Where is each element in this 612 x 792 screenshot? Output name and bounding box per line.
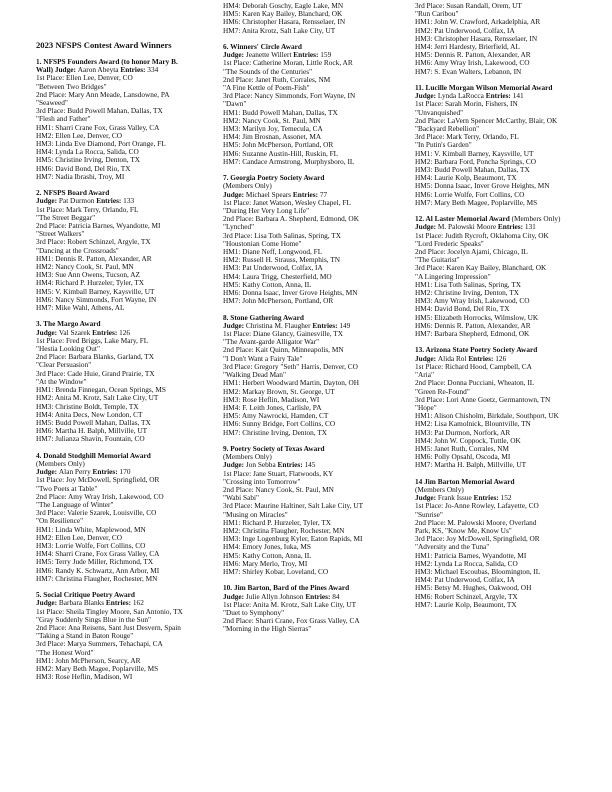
entry-line: HM7: Mary Beth Magee, Poplarville, MS — [415, 197, 538, 207]
entry-line: HM5: Kathy Cotton, Anna, IL — [223, 550, 312, 560]
entry-line: HM2: Anita M. Krotz, Salt Lake City, UT — [36, 393, 159, 403]
entry-line: HM6: David Bond, Del Rio, TX — [36, 163, 131, 173]
entry-line: HM2: Christina Flaugher, Rochester, MN — [223, 525, 345, 535]
entry-line: HM1: John W. Crawford, Arkadelphia, AR — [415, 17, 541, 27]
entry-line: HM4: F. Leith Jones, Carlisle, PA — [223, 402, 322, 412]
text-segment: (Members Only) — [509, 214, 561, 224]
bold-segment: Entries: — [92, 467, 120, 477]
bold-segment: Entries: — [293, 50, 321, 60]
entry-line: HM5: Karen Kay Bailey, Blanchard, OK — [223, 9, 343, 19]
text-segment: 126 — [119, 327, 131, 337]
entry-line: "Taking a Stand in Baton Rouge" — [36, 631, 134, 641]
entry-line: 1st Place: Anita M. Krotz, Salt Lake City, UT — [223, 599, 357, 609]
award-section — [223, 314, 413, 437]
entry-line: HM5: Donna Isaac, Inver Grove Heights, MN — [415, 181, 550, 191]
entry-line: 2nd Place: Mary Ann Meade, Lansdowne, PA — [36, 89, 170, 99]
entry-line: "During Her Very Long Life" — [223, 206, 310, 216]
entry-line: 2nd Place: Jocelyn Ajami, Chicago, IL — [415, 247, 528, 257]
entry-line: "On Resilience" — [36, 516, 84, 526]
entry-line: 2nd Place: Ana Reisens, Sant Just Desvern, Spain — [36, 622, 181, 632]
award-section — [36, 452, 218, 583]
entry-line: "Dawn" — [223, 99, 247, 109]
text-segment: Aaron Abeyta — [77, 65, 121, 75]
entry-line: "Aria" — [415, 370, 434, 380]
entry-line: HM1: Patricia Barnes, Wyandotte, MI — [415, 550, 527, 560]
entry-line: HM7: Martha H. Balph, Millville, UT — [415, 460, 527, 470]
bold-segment: Entries: — [305, 591, 333, 601]
bold-segment: Judge: — [223, 320, 246, 330]
entry-line: HM1: Diane Neff, Longwood, FL — [223, 247, 323, 257]
entry-line: (Members Only) — [415, 484, 464, 494]
entry-line: HM4: Sharri Crane, Fox Grass Valley, CA — [36, 549, 160, 559]
entry-line: HM5: Budd Powell Mahan, Dallas, TX — [36, 417, 151, 427]
entry-line: HM3: Budd Powell Mahan, Dallas, TX — [415, 165, 530, 175]
entry-line: "Gray Suddenly Sings Blue in the Sun" — [36, 614, 152, 624]
entry-line: HM3: Pat Underwood, Colfax, IA — [223, 263, 323, 273]
entry-line: 1st Place: Mark Terry, Orlando, FL — [36, 204, 139, 214]
entry-line: HM6: Nancy Simmonds, Fort Wayne, IN — [36, 294, 157, 304]
bold-segment: 5. Social Critique Poetry Award — [36, 590, 135, 600]
bold-segment: Judge: — [223, 460, 246, 470]
entry-line: HM7: Laurie Kolp, Beaumont, TX — [415, 599, 517, 609]
entry-line: 1st Place: Ellen Lee, Denver, CO — [36, 73, 133, 83]
entry-line: 3rd Place: Budd Powell Mahan, Dallas, TX — [36, 106, 163, 116]
text-segment: 162 — [132, 598, 144, 608]
entry-line: HM6: Randy K. Schwartz, Ann Arbor, MI — [36, 565, 160, 575]
entry-line: 2nd Place: Nancy Cook, St. Paul, MN — [223, 484, 334, 494]
entry-line: "Between Two Bridges" — [36, 81, 107, 91]
text-segment: Pat Durmon — [58, 196, 97, 206]
entry-line: HM7: Anita Krotz, Salt Lake City, UT — [223, 25, 336, 35]
entry-line: "Clear Persuasion" — [36, 360, 92, 370]
award-section — [36, 189, 218, 312]
entry-line: HM6: Dennis R. Patton, Alexander, AR — [415, 320, 531, 330]
entry-line: HM7: Shirley Kobar, Loveland, CO — [223, 566, 329, 576]
entry-line: HM2: Nancy Cook, St. Paul, MN — [223, 115, 321, 125]
bold-segment: Judge: — [415, 91, 438, 101]
entry-line: "I Don't Want a Fairy Tale" — [223, 353, 303, 363]
entry-line: 3rd Place: Joy McDowell, Springfield, OR — [415, 534, 540, 544]
entry-line: 2nd Place: Barbara Blanks, Garland, TX — [36, 352, 155, 362]
bold-segment: Judge: — [415, 222, 438, 232]
bold-segment: Entries: — [292, 189, 320, 199]
bold-segment: 12. Al Laster Memorial Award — [415, 214, 510, 224]
text-segment: 145 — [304, 460, 316, 470]
entry-line: HM5: Dennis R. Patton, Alexander, AR — [415, 50, 531, 60]
entry-line: "Dancing at the Crossroads" — [36, 245, 119, 255]
entry-line: HM2: Ellen Lee, Denver, CO — [36, 130, 123, 140]
award-section — [223, 584, 413, 633]
text-segment: Val Szarek — [58, 327, 93, 337]
entry-line: HM1: Lisa Toth Salinas, Spring, TX — [415, 279, 522, 289]
entry-line: 3rd Place: Maurine Haltiner, Salt Lake City, UT — [223, 501, 364, 511]
text-segment: 149 — [339, 320, 351, 330]
entry-line: HM4: Jim Brosnan, Assonet, MA — [223, 132, 322, 142]
bold-segment: 10. Jim Barton, Bard of the Pines Award — [223, 583, 350, 593]
award-section — [415, 2, 607, 76]
entry-line: HM2: Christine Irving, Denton, TX — [415, 288, 520, 298]
entry-line: HM2: Ellen Lee, Denver, CO — [36, 532, 123, 542]
text-segment: 77 — [319, 189, 328, 199]
entry-line: "Flesh and Father" — [36, 114, 91, 124]
entry-line: 2nd Place: Patricia Barnes, Wyandotte, MI — [36, 221, 161, 231]
entry-line: HM1: Alison Chisholm, Birkdale, Southport, UK — [415, 411, 559, 421]
entry-line: HM1: John McPherson, Searcy, AR — [36, 655, 141, 665]
award-section — [223, 43, 413, 166]
entry-line: HM3: Rose Heflin, Madison, WI — [36, 672, 133, 682]
award-section — [415, 478, 607, 609]
award-section — [223, 445, 413, 576]
entry-line: 3rd Place: Lisa Toth Salinas, Spring, TX — [223, 230, 341, 240]
bold-segment: 13. Arizona State Poetry Society Award — [415, 345, 538, 355]
entry-line: HM5: Terry Jude Miller, Richmond, TX — [36, 557, 154, 567]
entry-line: 1st Place: Jane Stuart, Flatwoods, KY — [223, 468, 334, 478]
bold-segment: 11. Lucille Morgan Wilson Memorial Award — [415, 83, 553, 93]
bold-segment: 6. Winners' Circle Award — [223, 42, 302, 51]
entry-line: HM4: Laurie Kolp, Beaumont, TX — [415, 173, 517, 183]
text-segment: Frank Issue — [437, 493, 474, 503]
entry-line: HM2: Markay Brown, St. George, UT — [223, 386, 335, 396]
entry-line: HM2: Barbara Ford, Poncha Springs, CO — [415, 156, 536, 166]
entry-line: HM1: Sharri Crane Fox, Grass Valley, CA — [36, 122, 160, 132]
entry-line: HM6: Christopher Hasara, Rensselaer, IN — [223, 17, 346, 27]
entry-line: HM1: Budd Powell Mahan, Dallas, TX — [223, 107, 338, 117]
bold-segment: Judge: — [223, 591, 246, 601]
entry-line: 1st Place: Richard Hood, Campbell, CA — [415, 361, 532, 371]
entry-line: HM5: Kathy Cotton, Anna, IL — [223, 279, 312, 289]
bold-segment: 3. The Margo Award — [36, 319, 101, 329]
entry-line: 3rd Place: Cade Huie, Grand Prairie, TX — [36, 368, 155, 378]
text-segment: 159 — [320, 50, 332, 60]
entry-line: HM3: Christopher Hasara, Rensselaer, IN — [415, 33, 538, 43]
entry-line: HM7: Barbara Shepherd, Edmond, OK — [415, 329, 530, 339]
entry-line: 3rd Place: Lori Anne Goetz, Germantown, TN — [415, 394, 551, 404]
entry-line: (Members Only) — [223, 452, 272, 462]
bold-segment: Judge: — [36, 196, 59, 206]
entry-line: HM2: Lynda La Rocca, Salida, CO — [415, 558, 518, 568]
entry-line: "Sunrise" — [415, 509, 443, 519]
bold-segment: Judge: — [36, 327, 59, 337]
bold-segment: Entries: — [105, 598, 133, 608]
bold-segment: Entries: — [120, 65, 148, 75]
bold-segment: Entries: — [92, 327, 120, 337]
entry-line: HM3: Christine Boldt, Temple, TX — [36, 401, 139, 411]
award-section — [36, 58, 218, 181]
entry-line: "A Fine Kettle of Poem-Fish" — [223, 83, 310, 93]
entry-line: 3rd Place: Nancy Simmonds, Fort Wayne, IN — [223, 91, 356, 101]
entry-line: 3rd Place: Mark Terry, Orlando, FL — [415, 132, 519, 142]
entry-line: 2nd Place: LaVern Spencer McCarthy, Blair, OK — [415, 115, 558, 125]
text-segment: 84 — [332, 591, 340, 601]
award-section — [223, 174, 413, 305]
entry-line: HM6: Suzanne Austin-Hill, Ruskin, FL — [223, 148, 339, 158]
bold-segment: Judge: — [415, 493, 438, 503]
entry-line: "Crossing into Tomorrow" — [223, 476, 301, 486]
entry-line: HM1: Richard P. Hurzeler, Tyler, TX — [223, 517, 332, 527]
entry-line: "Duet to Symphony" — [223, 607, 285, 617]
bold-segment: 7. Georgia Poetry Society Award — [223, 173, 325, 183]
entry-line: HM7: Christine Irving, Denton, TX — [223, 427, 328, 437]
entry-line: HM5: Amy Nawrocki, Hamden, CT — [223, 411, 329, 421]
text-segment: Alida Rol — [437, 353, 469, 363]
bold-segment: Entries: — [485, 91, 513, 101]
entry-line: 1st Place: Sheila Tingley Moore, San Antonio, TX — [36, 606, 183, 616]
entry-line: HM4: Deborah Goschy, Eagle Lake, MN — [223, 1, 344, 10]
entry-line: HM2: Lisa Kamolnick, Blountville, TN — [415, 419, 531, 429]
text-segment: Alan Perry — [58, 467, 93, 477]
entry-line: (Members Only) — [36, 458, 85, 468]
entry-line: HM4: Lynda La Rocca, Salida, CO — [36, 147, 139, 157]
entry-line: HM5: Elizabeth Horrocks, Wilmslow, UK — [415, 312, 539, 322]
award-section — [415, 346, 607, 469]
entry-line: "The Sounds of the Centuries" — [223, 66, 313, 76]
entry-line: HM6: Polly Opsahl, Oscoda, MI — [415, 452, 511, 462]
text-segment: 126 — [495, 353, 507, 363]
entry-line: HM7: Christina Flaugher, Rochester, MN — [36, 573, 158, 583]
bold-segment: 1. NFSPS Founders Award (to honor Mary B. — [36, 57, 178, 66]
entry-line: HM3: Michael Escoubas, Bloomington, IL — [415, 566, 541, 576]
entry-line: HM4: Richard P. Hurzeler, Tyler, TX — [36, 278, 145, 288]
column-2 — [223, 2, 413, 634]
entry-line: "The Street Beggar" — [36, 212, 96, 222]
entry-line: HM5: John McPherson, Portland, OR — [223, 140, 334, 150]
entry-line: HM3: Inge Logenburg Kyler, Eaton Rapids, MI — [223, 534, 363, 544]
entry-line: "Lynched" — [223, 222, 255, 232]
entry-line: "The Honest Word" — [36, 647, 94, 657]
entry-line: "The Language of Winter" — [36, 499, 114, 509]
entry-line: HM2: Russell H. Strauss, Memphis, TN — [223, 255, 341, 265]
entry-line: HM1: Herbert Woodward Martin, Dayton, OH — [223, 378, 360, 388]
entry-line: HM6: Lorrie Wolfe, Fort Collins, CO — [415, 189, 525, 199]
bold-segment: 2. NFSPS Board Award — [36, 188, 110, 198]
entry-line: "Walking Dead Man" — [223, 370, 286, 380]
bold-segment: 8. Stone Gathering Award — [223, 312, 304, 322]
entry-line: HM3: Linda Eve Diamond, Port Orange, FL — [36, 139, 166, 149]
entry-line: "Hope" — [415, 402, 437, 412]
entry-line: HM7: Mike Wahl, Athens, AL — [36, 303, 125, 313]
entry-line: HM6: Robert Schinzel, Argyle, TX — [415, 591, 518, 601]
entry-line: HM7: S. Evan Walters, Lebanon, IN — [415, 66, 522, 76]
entry-line: HM2: Mary Beth Magee, Poplarville, MS — [36, 663, 159, 673]
award-section — [223, 2, 413, 35]
entry-line: 1st Place: Judith Rycroft, Oklahoma City, OK — [415, 230, 549, 240]
entry-line: 2nd Place: Kait Quinn, Minneapolis, MN — [223, 345, 344, 355]
entry-line: HM2: Nancy Cook, St. Paul, MN — [36, 262, 134, 272]
entry-line: 1st Place: Jo-Anne Rowley, Lafayette, CO — [415, 501, 539, 511]
entry-line: HM4: Anita Decs, New London, CT — [36, 409, 143, 419]
entry-line: 3rd Place: Robert Schinzel, Argyle, TX — [36, 237, 151, 247]
text-segment: 334 — [147, 65, 159, 75]
entry-line: HM4: Pat Underwood, Colfax, IA — [415, 575, 515, 585]
entry-line: "In Putin's Garden" — [415, 140, 472, 150]
bold-segment: Judge: — [36, 467, 59, 477]
text-segment: Julie Allyn Johnson — [245, 591, 306, 601]
award-section — [36, 320, 218, 443]
entry-line: 1st Place: Sarah Morin, Fishers, IN — [415, 99, 518, 109]
award-section — [36, 591, 218, 681]
entry-line: HM3: Lorrie Wolfe, Fort Collins, CO — [36, 540, 146, 550]
entry-line: "The Avant-garde Alligator War" — [223, 337, 320, 347]
entry-line: HM1: Linda White, Maplewood, MN — [36, 524, 146, 534]
text-segment: 141 — [512, 91, 524, 101]
entry-line: HM7: John McPherson, Portland, OR — [223, 296, 334, 306]
entry-line: "Run Caribou" — [415, 9, 459, 19]
entry-line: 1st Place: Janet Watson, Wesley Chapel, FL — [223, 197, 351, 207]
column-1 — [36, 40, 218, 681]
entry-line: 2nd Place: Donna Pucciani, Wheaton, IL — [415, 378, 535, 388]
entry-line: 2nd Place: Sharri Crane, Fox Grass Valley, CA — [223, 616, 360, 626]
entry-line: "Wabi Sabi" — [223, 493, 259, 503]
entry-line: 1st Place: Catherine Moran, Little Rock, AR — [223, 58, 353, 68]
text-segment: 152 — [500, 493, 512, 503]
entry-line: "Musing on Miracles" — [223, 509, 288, 519]
entry-line: 3rd Place: Karen Kay Bailey, Blanchard, OK — [415, 263, 547, 273]
entry-line: 1st Place: Joy McDowell, Springfield, OR — [36, 475, 160, 485]
bold-segment: Entries: — [96, 196, 124, 206]
entry-line: HM7: Candace Armstrong, Murphysboro, IL — [223, 156, 355, 166]
bold-segment: Judge: — [223, 189, 246, 199]
entry-line: HM3: Rose Heflin, Madison, WI — [223, 394, 320, 404]
entry-line: HM4: Laura Trigg, Chesterfield, MO — [223, 271, 332, 281]
entry-line: HM2: Pat Underwood, Colfax, IA — [415, 25, 515, 35]
entry-line: "Adversity and the Tuna" — [415, 542, 490, 552]
entry-line: HM4: David Bond, Del Rio, TX — [415, 304, 510, 314]
text-segment: Christina M. Flaugher — [245, 320, 313, 330]
entry-line: HM6: Martha H. Balph, Millville, UT — [36, 426, 148, 436]
column-3 — [415, 2, 607, 609]
bold-segment: Entries: — [473, 493, 501, 503]
text-segment: 133 — [123, 196, 135, 206]
entry-line: HM3: Pat Durmon, Norfork, AR — [415, 427, 511, 437]
entry-line: "Lord Frederic Speaks" — [415, 238, 484, 248]
bold-segment: Judge: — [415, 353, 438, 363]
award-section — [415, 215, 607, 338]
bold-segment: Judge: — [223, 50, 246, 60]
entry-line: HM5: Christine Irving, Denton, TX — [36, 155, 141, 165]
entry-line: 2nd Place: Amy Wray Irish, Lakewood, CO — [36, 491, 164, 501]
text-segment: M. Palowski Moore — [437, 222, 498, 232]
document-title: 2023 NFSPS Contest Award Winners — [36, 40, 172, 50]
text-segment: Barbara Blanks — [58, 598, 106, 608]
entry-line: (Members Only) — [223, 181, 272, 191]
entry-line: HM6: Sunny Bridge, Fort Collins, CO — [223, 419, 336, 429]
entry-line: "Morning in the High Sierras" — [223, 624, 312, 634]
text-segment: Jon Sebba — [245, 460, 278, 470]
bold-segment: 14 Jim Barton Memorial Award — [415, 476, 515, 486]
bold-segment: Wall) Judge: — [36, 65, 78, 75]
entry-line: HM1: Dennis R. Patton, Alexander, AR — [36, 253, 152, 263]
entry-line: "Two Poets at Table" — [36, 483, 98, 493]
entry-line: "Street Walkers" — [36, 229, 85, 239]
bold-segment: Entries: — [468, 353, 496, 363]
bold-segment: Judge: — [36, 598, 59, 608]
entry-line: 2nd Place: Barbara A. Shepherd, Edmond, OK — [223, 214, 359, 224]
award-section — [415, 84, 607, 207]
entry-line: HM3: Amy Wray Irish, Lakewood, CO — [415, 296, 530, 306]
bold-segment: Entries: — [312, 320, 340, 330]
entry-line: 2nd Place: M. Palowski Moore, Overland — [415, 517, 537, 527]
entry-line: HM5: V. Kimball Barney, Kaysville, UT — [36, 286, 155, 296]
text-segment: 131 — [524, 222, 536, 232]
entry-line: HM6: Mary Merlo, Troy, MI — [223, 558, 308, 568]
entry-line: "Seaweed" — [36, 98, 68, 108]
entry-line: HM6: Donna Isaac, Inver Grove Heights, MN — [223, 288, 358, 298]
entry-line: HM3: Marilyn Joy, Temecula, CA — [223, 124, 323, 134]
entry-line: 3rd Place: Susan Randall, Orem, UT — [415, 1, 522, 10]
entry-line: HM4: Emory Jones, Iuka, MS — [223, 542, 311, 552]
entry-line: 3rd Place: Valerie Szarek, Louisville, CO — [36, 508, 157, 518]
entry-line: HM1: V. Kimball Barney, Kaysville, UT — [415, 148, 534, 158]
entry-line: "At the Window" — [36, 376, 87, 386]
entry-line: "Green Re-Found" — [415, 386, 470, 396]
entry-line: HM5: Betsy M. Hughes, Oakwood, OH — [415, 583, 532, 593]
entry-line: "Backyard Rebellion" — [415, 124, 480, 134]
bold-segment: 9. Poetry Society of Texas Award — [223, 443, 325, 453]
entry-line: HM3: Sue Ann Owens, Tucson, AZ — [36, 270, 140, 280]
entry-line: "Houstonian Come Home" — [223, 238, 302, 248]
bold-segment: Entries: — [497, 222, 525, 232]
entry-line: HM4: John W. Coppock, Tuttle, OK — [415, 435, 521, 445]
entry-line: HM7: Nadia Ibrashi, Troy, MI — [36, 171, 125, 181]
entry-line: 3rd Place: Gregory "Seth" Harris, Denver, CO — [223, 361, 358, 371]
text-segment: Lynda LaRocca — [437, 91, 486, 101]
entry-line: HM6: Amy Wray Irish, Lakewood, CO — [415, 58, 530, 68]
entry-line: 1st Place: Fred Briggs, Lake Mary, FL — [36, 335, 149, 345]
text-segment: 170 — [119, 467, 131, 477]
entry-line: "Unvanquished" — [415, 107, 464, 117]
entry-line: HM5: Janet Ruth, Corrales, NM — [415, 443, 510, 453]
entry-line: "A Lingering Impression" — [415, 271, 491, 281]
entry-line: 3rd Place: Marya Summers, Tehachapi, CA — [36, 639, 163, 649]
bold-segment: 4. Donald Stodghill Memorial Award — [36, 450, 151, 460]
entry-line: HM7: Julianza Shavin, Fountain, CO — [36, 434, 145, 444]
entry-line: 1st Place: Diane Glancy, Gainesville, TX — [223, 329, 343, 339]
entry-line: "The Guitarist" — [415, 255, 460, 265]
entry-line: HM1: Brenda Finnegan, Ocean Springs, MS — [36, 385, 166, 395]
entry-line: "Hestia Looking Out" — [36, 344, 100, 354]
entry-line: 2nd Place: Janet Ruth, Corrales, NM — [223, 74, 331, 84]
bold-segment: Entries: — [277, 460, 305, 470]
text-segment: Michael Spears — [245, 189, 293, 199]
entry-line: Park, KS, "Know Me, Know Us" — [415, 525, 512, 535]
entry-line: HM4: Jerri Hardesty, Brierfield, AL — [415, 42, 520, 52]
text-segment: Jeanette Willert — [245, 50, 294, 60]
